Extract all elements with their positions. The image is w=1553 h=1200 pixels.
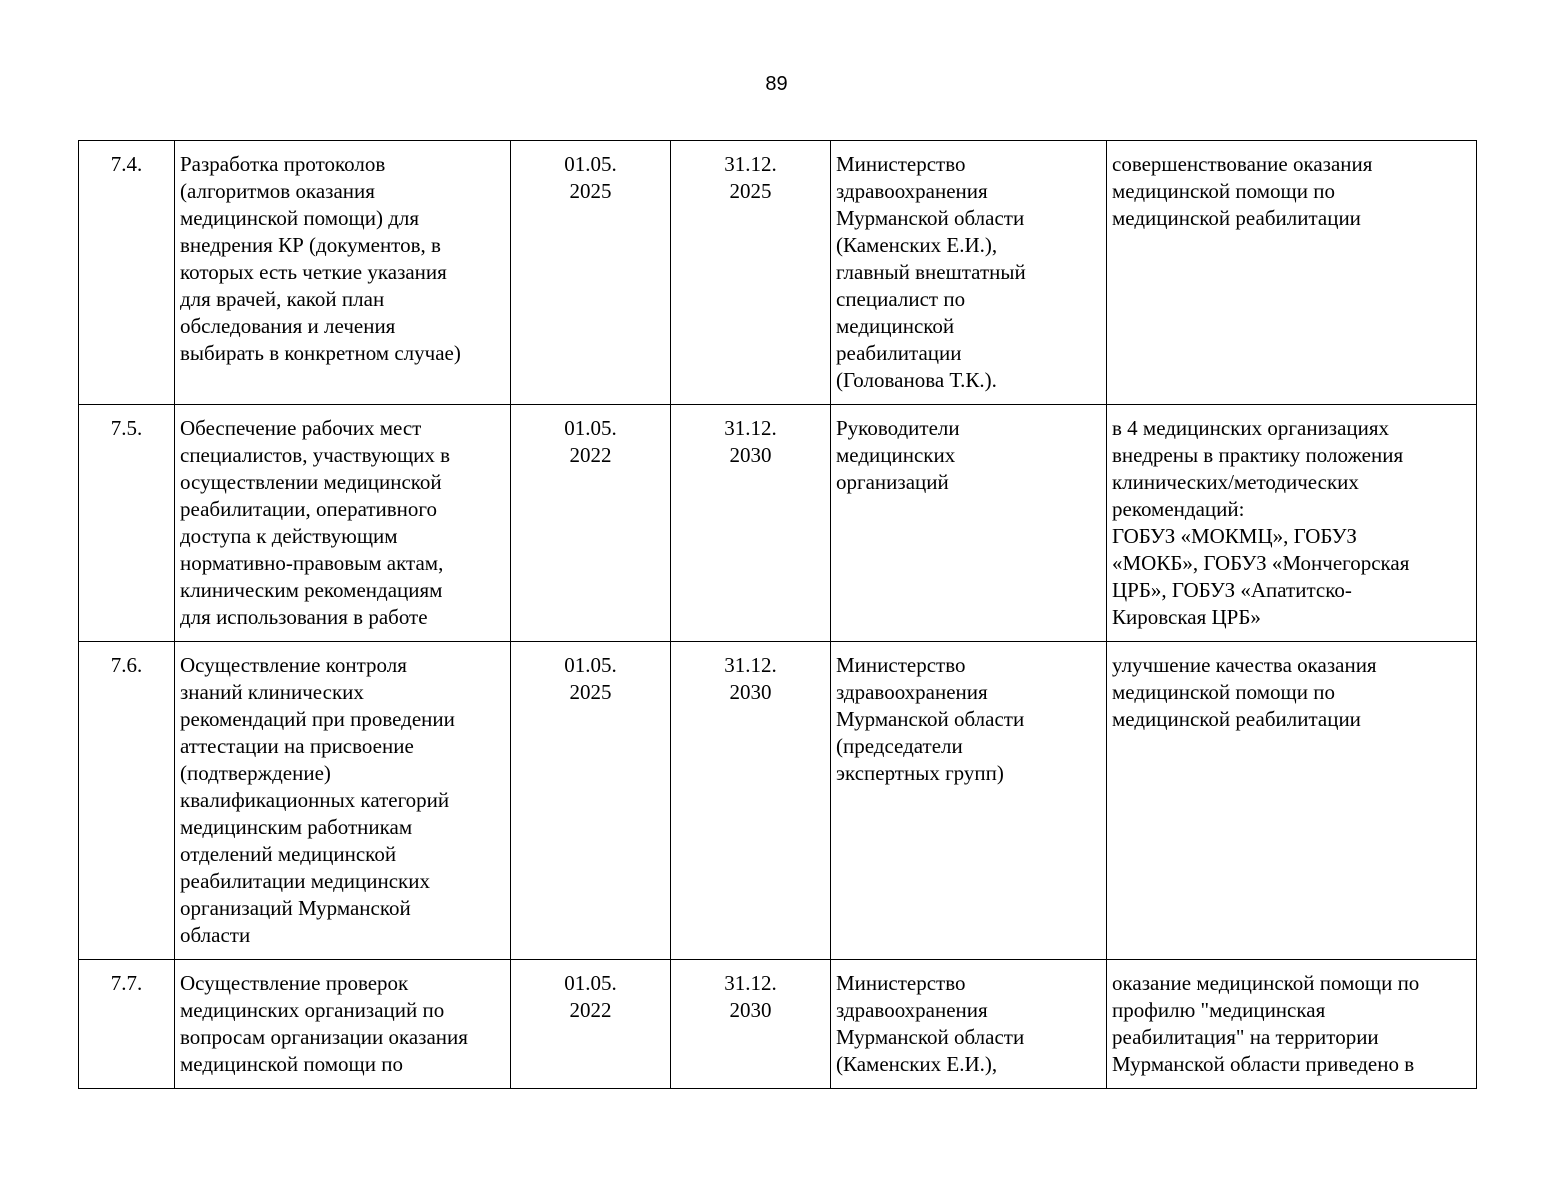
responsible-cell: Министерство здравоохранения Мурманской области (Каменских Е.И.), <box>831 960 1107 1089</box>
result-cell: улучшение качества оказания медицинской помощи по медицинской реабилитации <box>1107 642 1477 960</box>
end-date-cell: 31.12. 2025 <box>671 141 831 405</box>
table-row <box>79 405 1477 642</box>
result-cell: в 4 медицинских организациях внедрены в практику положения клинических/методических рекомендаций: ГОБУЗ «МОКМЦ», ГОБУЗ «МОКБ», ГОБУЗ «Мончегорская ЦРБ», ГОБУЗ «Апатитско- Кировская ЦРБ» <box>1107 405 1477 642</box>
table-row <box>79 141 1477 405</box>
activity-cell: Разработка протоколов (алгоритмов оказания медицинской помощи) для внедрения КР (документов, в которых есть четкие указания для врачей, какой план обследования и лечения выбирать в конкретном случае) <box>175 141 511 405</box>
end-date-cell: 31.12. 2030 <box>671 405 831 642</box>
activity-cell: Обеспечение рабочих мест специалистов, участвующих в осуществлении медицинской реабилитации, оперативного доступа к действующим нормативно-правовым актам, клиническим рекомендациям для использования в работе <box>175 405 511 642</box>
result-cell: оказание медицинской помощи по профилю "медицинская реабилитация" на территории Мурманской области приведено в <box>1107 960 1477 1089</box>
table-row <box>79 960 1477 1089</box>
responsible-cell: Министерство здравоохранения Мурманской области (Каменских Е.И.), главный внештатный специалист по медицинской реабилитации (Голованова Т.К.). <box>831 141 1107 405</box>
start-date-cell: 01.05. 2025 <box>511 642 671 960</box>
table-row <box>79 642 1477 960</box>
item-number: 7.4. <box>79 141 175 405</box>
result-cell: совершенствование оказания медицинской помощи по медицинской реабилитации <box>1107 141 1477 405</box>
responsible-cell: Руководители медицинских организаций <box>831 405 1107 642</box>
end-date-cell: 31.12. 2030 <box>671 960 831 1089</box>
action-plan-table <box>78 140 1477 1089</box>
responsible-cell: Министерство здравоохранения Мурманской области (председатели экспертных групп) <box>831 642 1107 960</box>
activity-cell: Осуществление проверок медицинских организаций по вопросам организации оказания медицинской помощи по <box>175 960 511 1089</box>
item-number: 7.6. <box>79 642 175 960</box>
start-date-cell: 01.05. 2022 <box>511 405 671 642</box>
end-date-cell: 31.12. 2030 <box>671 642 831 960</box>
start-date-cell: 01.05. 2025 <box>511 141 671 405</box>
activity-cell: Осуществление контроля знаний клинических рекомендаций при проведении аттестации на присвоение (подтверждение) квалификационных категорий медицинским работникам отделений медицинской реабилитации медицинских организаций Мурманской области <box>175 642 511 960</box>
item-number: 7.5. <box>79 405 175 642</box>
page-number: 89 <box>765 73 788 95</box>
item-number: 7.7. <box>79 960 175 1089</box>
start-date-cell: 01.05. 2022 <box>511 960 671 1089</box>
